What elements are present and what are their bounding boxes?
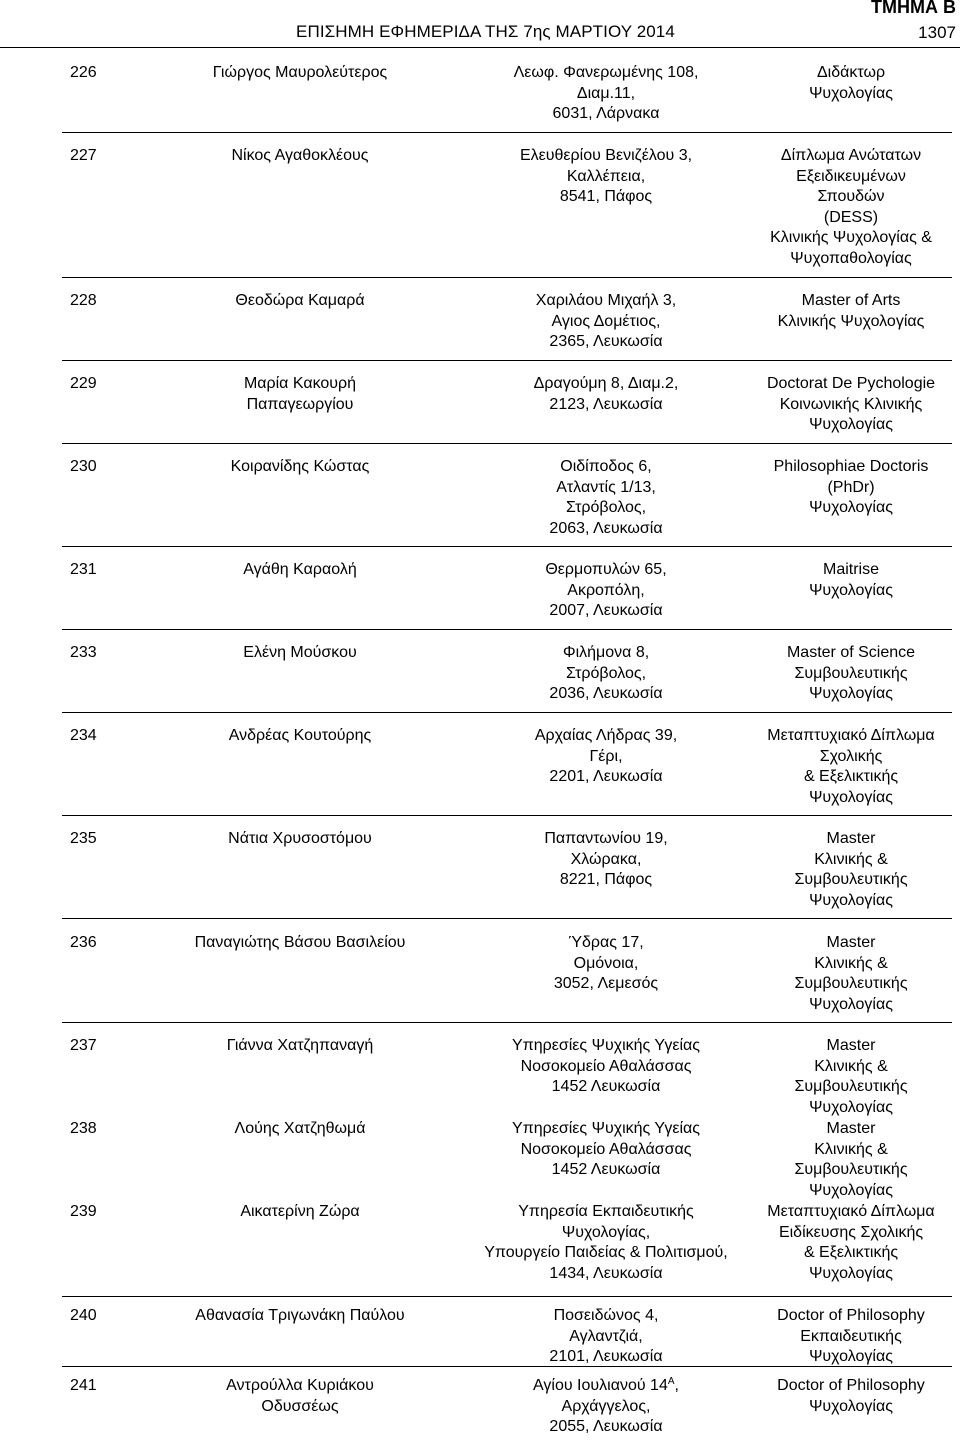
address-line: Διαμ.11, — [576, 84, 636, 102]
qualification-line: Master — [826, 1037, 876, 1054]
qualification-line: Συμβουλευτικής — [794, 664, 908, 682]
qualification — [696, 560, 960, 601]
qualification-line: Κλινικής & — [814, 1140, 888, 1158]
address-line: Στρόβολος, — [565, 664, 647, 682]
qualification — [696, 374, 960, 436]
qualification — [696, 457, 960, 519]
person-name — [140, 1376, 460, 1417]
person-name-line: Αντρούλλα Κυριάκου — [226, 1377, 374, 1394]
qualification-line: Συμβουλευτικής — [794, 871, 908, 888]
address-line: Οιδίποδος 6, — [560, 458, 652, 475]
address-line: 8221, Πάφος — [559, 871, 653, 888]
registry-number: 228 — [70, 292, 97, 309]
qualification-line: Μεταπτυχιακό Δίπλωμα — [767, 1203, 935, 1220]
registry-number: 236 — [70, 934, 97, 951]
qualification-line: Ψυχολογίας — [809, 788, 893, 806]
registry-number: 226 — [70, 64, 97, 81]
qualification — [696, 146, 960, 269]
person-name — [140, 1036, 460, 1057]
address-line: Λεωφ. Φανερωμένης 108, — [513, 64, 699, 81]
qualification — [696, 726, 960, 808]
qualification — [696, 1306, 960, 1368]
page-header — [0, 0, 960, 50]
qualification-line: Ψυχολογίας — [809, 1181, 893, 1199]
qualification-line: Ψυχολογίας — [809, 1264, 893, 1282]
address-line: Αγιος Δομέτιος, — [551, 312, 661, 330]
qualification — [696, 829, 960, 911]
address-line: Καλλέπεια, — [566, 167, 646, 185]
page-number: 1307 — [918, 23, 956, 42]
person-name — [140, 1119, 460, 1140]
qualification-line: Συμβουλευτικής — [794, 1161, 908, 1178]
section-label: ΤΜΗΜΑ Β — [871, 0, 956, 17]
qualification-line: Συμβουλευτικής — [794, 975, 908, 992]
qualification-line: Μεταπτυχιακό Δίπλωμα — [767, 727, 935, 744]
registry-number: 240 — [70, 1307, 97, 1324]
gazette-title: ΕΠΙΣΗΜΗ ΕΦΗΜΕΡΙΔΑ ΤΗΣ 7ης ΜΑΡΤΙΟΥ 2014 — [296, 22, 675, 41]
address-line: 1452 Λευκωσία — [551, 1078, 661, 1095]
row-divider — [62, 277, 952, 278]
qualification-line: Doctorat De Pychologie — [766, 375, 936, 392]
row-divider — [62, 1366, 952, 1367]
qualification-line: Master — [826, 1120, 876, 1137]
person-name-line: Αθανασία Τριγωνάκη Παύλου — [195, 1307, 405, 1324]
registry-number: 234 — [70, 727, 97, 744]
qualification-line: Philosophiae Doctoris — [773, 458, 929, 475]
address-line: Νοσοκομείο Αθαλάσσας — [520, 1057, 692, 1075]
address-line: 2063, Λευκωσία — [549, 519, 663, 537]
qualification-line: Ψυχολογίας — [809, 685, 893, 702]
qualification-line: Master of Science — [786, 644, 916, 661]
row-divider — [62, 629, 952, 630]
qualification-line: Κλινικής & — [814, 850, 888, 868]
person-name — [140, 146, 460, 167]
address-line: Δραγούμη 8, Διαμ.2, — [533, 375, 679, 392]
person-name-line: Νίκος Αγαθοκλέους — [231, 147, 369, 164]
qualification-line: Δίπλωμα Ανώτατων — [780, 147, 922, 164]
qualification-line: Συμβουλευτικής — [794, 1078, 908, 1095]
registry-number: 229 — [70, 375, 97, 392]
address-line: 2201, Λευκωσία — [549, 768, 663, 785]
qualification-line: Ψυχολογίας — [809, 1098, 893, 1116]
person-name-line: Γιώργος Μαυρολεύτερος — [212, 64, 388, 81]
person-name — [140, 829, 460, 850]
row-divider — [62, 815, 952, 816]
qualification-line: Ψυχολογίας — [809, 84, 893, 102]
registry-number: 241 — [70, 1377, 97, 1394]
person-name-line: Παναγιώτης Βάσου Βασιλείου — [194, 934, 406, 951]
registry-number: 233 — [70, 644, 97, 661]
qualification-line: Doctor of Philosophy — [777, 1377, 925, 1394]
row-divider — [62, 1296, 952, 1297]
qualification-line: Ψυχολογίας — [809, 995, 893, 1013]
address-line: Αρχαίας Λήδρας 39, — [534, 727, 678, 744]
qualification — [696, 933, 960, 1015]
qualification-line: Maitrise — [822, 561, 879, 578]
person-name-line: Αικατερίνη Ζώρα — [240, 1203, 360, 1220]
address-line: Νοσοκομείο Αθαλάσσας — [520, 1140, 692, 1158]
registry-number: 227 — [70, 147, 97, 164]
address-line: 2036, Λευκωσία — [549, 685, 663, 702]
person-name — [140, 63, 460, 84]
address-line: Χλώρακα, — [570, 850, 642, 868]
address-punct: , — [674, 1377, 679, 1394]
qualification-line: Doctor of Philosophy — [777, 1307, 925, 1324]
qualification-line: Ψυχολογίας — [809, 581, 893, 599]
registry-number: 237 — [70, 1037, 97, 1054]
person-name-line: Νάτια Χρυσοστόμου — [228, 830, 372, 847]
qualification-line: & Εξελικτικής — [803, 1244, 899, 1261]
address-line: 6031, Λάρνακα — [552, 105, 660, 122]
person-name — [140, 933, 460, 954]
registry-number: 230 — [70, 458, 97, 475]
qualification-line: Master — [826, 830, 876, 847]
registry-number: 235 — [70, 830, 97, 847]
address-line: 2055, Λευκωσία — [549, 1418, 663, 1435]
address-line: Θερμοπυλών 65, — [545, 561, 667, 578]
address-superscript: A — [667, 1376, 675, 1387]
address-line: 3052, Λεμεσός — [553, 975, 659, 992]
address-line: 2123, Λευκωσία — [549, 395, 663, 413]
qualification-line: Ψυχολογίας — [809, 1397, 893, 1415]
person-name — [140, 643, 460, 664]
person-name — [140, 560, 460, 581]
person-name-line: Ανδρέας Κουτούρης — [228, 727, 372, 744]
address-line: Υπηρεσία Εκπαιδευτικής — [518, 1203, 694, 1220]
address-line: 2101, Λευκωσία — [549, 1348, 663, 1365]
address-line: Υπηρεσίες Ψυχικής Υγείας — [512, 1037, 700, 1054]
address-line: Φιλήμονα 8, — [562, 644, 650, 661]
address-line: 2365, Λευκωσία — [549, 333, 663, 350]
qualification-line: Ψυχολογίας — [809, 891, 893, 909]
qualification — [696, 1376, 960, 1417]
person-name-line: Λούης Χατζηθωμά — [234, 1120, 366, 1137]
qualification-line: Σπουδών — [817, 188, 885, 205]
address-line: Στρόβολος, — [565, 499, 647, 516]
qualification — [696, 291, 960, 332]
address-line: 2007, Λευκωσία — [549, 602, 663, 619]
qualification-line: Ειδίκευσης Σχολικής — [778, 1223, 924, 1241]
address-line: 1434, Λευκωσία — [549, 1264, 663, 1282]
qualification-line: Ψυχοπαθολογίας — [790, 249, 912, 267]
address-line: Ύδρας 17, — [568, 934, 644, 951]
address-line: Ατλαντίς 1/13, — [556, 478, 656, 496]
address-line: Ποσειδώνος 4, — [553, 1307, 659, 1324]
person-name-line: Θεοδώρα Καμαρά — [235, 292, 365, 309]
qualification-line: & Εξελικτικής — [803, 768, 899, 785]
person-name — [140, 291, 460, 312]
address-line: Παπαντωνίου 19, — [544, 830, 668, 847]
address-line: Ελευθερίου Βενιζέλου 3, — [519, 147, 693, 164]
qualification — [696, 1202, 960, 1284]
qualification-line: Master — [826, 934, 876, 951]
address-text: Αγίου Ιουλιανού 14 — [533, 1377, 668, 1394]
row-divider — [62, 546, 952, 547]
qualification — [696, 1036, 960, 1118]
qualification-line: Κλινικής & — [814, 954, 888, 972]
address-line: Ομόνοια, — [573, 954, 639, 972]
qualification-line: Σχολικής — [819, 747, 883, 765]
row-divider — [62, 712, 952, 713]
qualification-line: Κλινικής Ψυχολογίας — [777, 312, 925, 330]
qualification-line: (DESS) — [823, 208, 879, 226]
address-line: 1452 Λευκωσία — [551, 1161, 661, 1178]
person-name-line: Αγάθη Καραολή — [243, 561, 357, 578]
qualification-line: Κλινικής & — [814, 1057, 888, 1075]
address-line: 8541, Πάφος — [559, 188, 653, 205]
person-name — [140, 457, 460, 478]
qualification-line: Κοινωνικής Κλινικής — [779, 395, 923, 413]
qualification-line: Διδάκτωρ — [816, 64, 886, 81]
qualification-line: Ψυχολογίας — [809, 1348, 893, 1365]
qualification-line: Εκπαιδευτικής — [800, 1327, 902, 1345]
person-name-line: Κοιρανίδης Κώστας — [230, 458, 370, 475]
qualification-line: Ψυχολογίας — [809, 499, 893, 516]
qualification-line: Master of Arts — [801, 292, 901, 309]
row-divider — [62, 360, 952, 361]
person-name — [140, 374, 460, 415]
person-name-line: Παπαγεωργίου — [246, 395, 354, 413]
address-line: Υπηρεσίες Ψυχικής Υγείας — [512, 1120, 700, 1137]
person-name-line: Μαρία Κακουρή — [243, 375, 357, 392]
person-name-line: Οδυσσέως — [261, 1397, 339, 1415]
person-name-line: Ελένη Μούσκου — [243, 644, 357, 661]
qualification-line: Κλινικής Ψυχολογίας & — [770, 229, 932, 246]
person-name — [140, 1202, 460, 1223]
person-name — [140, 1306, 460, 1327]
address-line: Υπουργείο Παιδείας & Πολιτισμού, — [484, 1244, 728, 1261]
header-divider — [0, 47, 960, 48]
address-line: Γέρι, — [589, 747, 623, 765]
qualification — [696, 643, 960, 705]
address-line: Χαριλάου Μιχαήλ 3, — [535, 292, 677, 309]
address-line: Ακροπόλη, — [567, 581, 645, 599]
address-line: Αγλαντζιά, — [569, 1327, 643, 1345]
row-divider — [62, 132, 952, 133]
qualification-line: (PhDr) — [827, 478, 875, 496]
qualification — [696, 63, 960, 104]
qualification-line: Ψυχολογίας — [809, 416, 893, 433]
person-name-line: Γιάννα Χατζηπαναγή — [226, 1037, 374, 1054]
registry-number: 239 — [70, 1203, 97, 1220]
row-divider — [62, 918, 952, 919]
registry-number: 231 — [70, 561, 97, 578]
registry-number: 238 — [70, 1120, 97, 1137]
qualification — [696, 1119, 960, 1201]
address-line: Ψυχολογίας, — [561, 1223, 651, 1241]
person-name — [140, 726, 460, 747]
qualification-line: Εξειδικευμένων — [796, 167, 906, 185]
row-divider — [62, 443, 952, 444]
address-line: Αρχάγγελος, — [561, 1397, 651, 1415]
row-divider — [62, 1022, 952, 1023]
